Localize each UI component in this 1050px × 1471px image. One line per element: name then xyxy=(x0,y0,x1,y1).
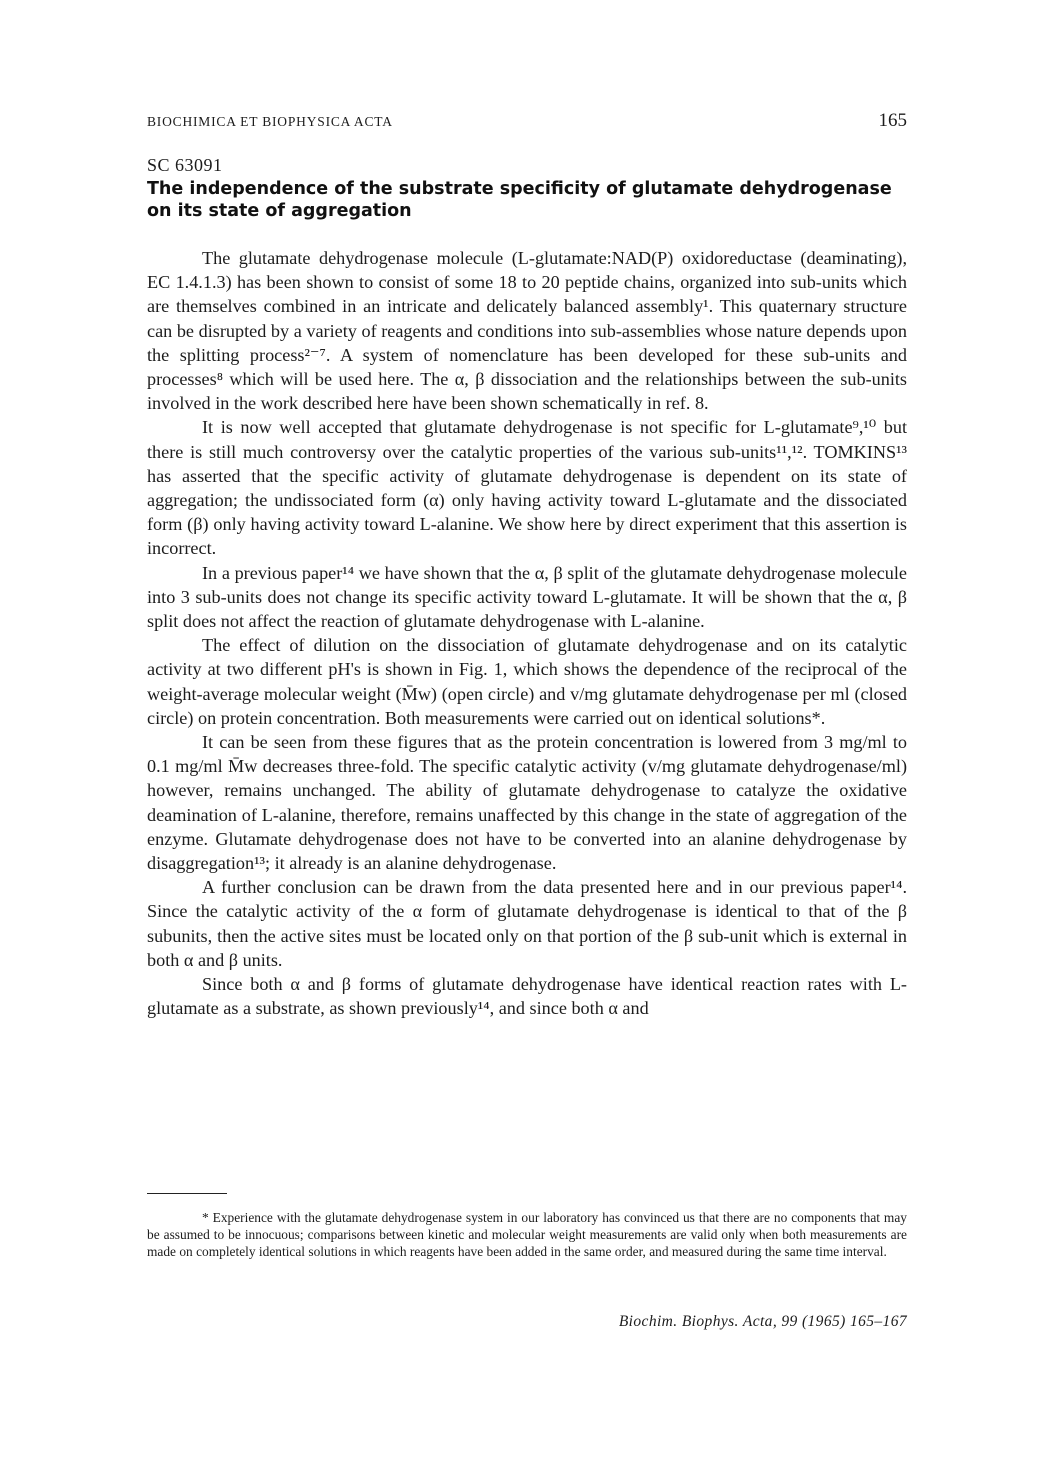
journal-name: BIOCHIMICA ET BIOPHYSICA ACTA xyxy=(147,114,393,129)
footnote: * Experience with the glutamate dehydrogenase system in our laboratory has convinced us that there are no components that may be assumed to be innocuous; comparisons between kinetic and molecular weight measurements are valid only when both measurements are made on completely identical solutions in which reagents have been added in the same order, and measured during the same time interval. xyxy=(147,1210,907,1259)
body-paragraph: In a previous paper¹⁴ we have shown that the α, β split of the glutamate dehydrogenase molecule into 3 sub-units does not change its specific activity toward L-glutamate. It will be shown that the α, β split does not affect the reaction of glutamate dehydrogenase with L-alanine. xyxy=(147,562,907,632)
article-code: SC 63091 xyxy=(147,155,223,175)
journal-citation: Biochim. Biophys. Acta, 99 (1965) 165–167 xyxy=(618,1313,907,1330)
footnote-divider xyxy=(147,1193,227,1194)
body-paragraph: It can be seen from these figures that as the protein concentration is lowered from 3 mg/ml to 0.1 mg/ml M̄w decreases three-fold. The specific catalytic activity (v/mg glutamate dehydrogenase/ml) however, remains unchanged. The ability of glutamate dehydrogenase to catalyze the oxidative deamination of L-alanine, therefore, remains unaffected by this change in the state of aggregation of the enzyme. Glutamate dehydrogenase does not have to be converted into an alanine dehydrogenase by disaggregation¹³; it already is an alanine dehydrogenase. xyxy=(147,732,907,874)
body-paragraph: The effect of dilution on the dissociation of glutamate dehydrogenase and on its catalytic activity at two different pH's is shown in Fig. 1, which shows the dependence of the reciprocal of the weight-average molecular weight (M̄w) (open circle) and v/mg glutamate dehydrogenase per ml (closed circle) on protein concentration. Both measurements were carried out on identical solutions*. xyxy=(147,635,907,728)
running-head xyxy=(147,110,907,138)
body-paragraph: Since both α and β forms of glutamate dehydrogenase have identical reaction rates with L-glutamate as a substrate, as shown previously¹⁴, and since both α and xyxy=(147,974,907,1019)
article-title: The independence of the substrate specificity of glutamate dehydrogenase on its state of aggregation xyxy=(147,179,892,221)
body-paragraph: It is now well accepted that glutamate dehydrogenase is not specific for L-glutamate⁹,¹⁰ but there is still much controversy over the catalytic properties of the various sub-units¹¹,¹². TOMKINS¹³ has asserted that the specific activity of glutamate dehydrogenase is dependent on its state of aggregation; the undissociated form (α) only having activity toward L-glutamate and the dissociated form (β) only having activity toward L-alanine. We show here by direct experiment that this assertion is incorrect. xyxy=(147,417,907,559)
article-body xyxy=(147,246,907,1021)
page-number: 165 xyxy=(878,110,907,131)
body-paragraph: The glutamate dehydrogenase molecule (L-glutamate:NAD(P) oxidoreductase (deaminating), EC 1.4.1.3) has been shown to consist of some 18 to 20 peptide chains, organized into sub-units which are themselves combined in an intricate and delicately balanced assembly¹. This quaternary structure can be disrupted by a variety of reagents and conditions into sub-assemblies whose nature depends upon the splitting process²⁻⁷. A system of nomenclature has been developed for these sub-units and processes⁸ which will be used here. The α, β dissociation and the relationships between the sub-units involved in the work described here have been shown schematically in ref. 8. xyxy=(147,248,907,414)
body-paragraph: A further conclusion can be drawn from the data presented here and in our previous paper¹⁴. Since the catalytic activity of the α form of glutamate dehydrogenase is identical to that of the β subunits, then the active sites must be located only on that portion of the β sub-unit which is external in both α and β units. xyxy=(147,877,907,970)
